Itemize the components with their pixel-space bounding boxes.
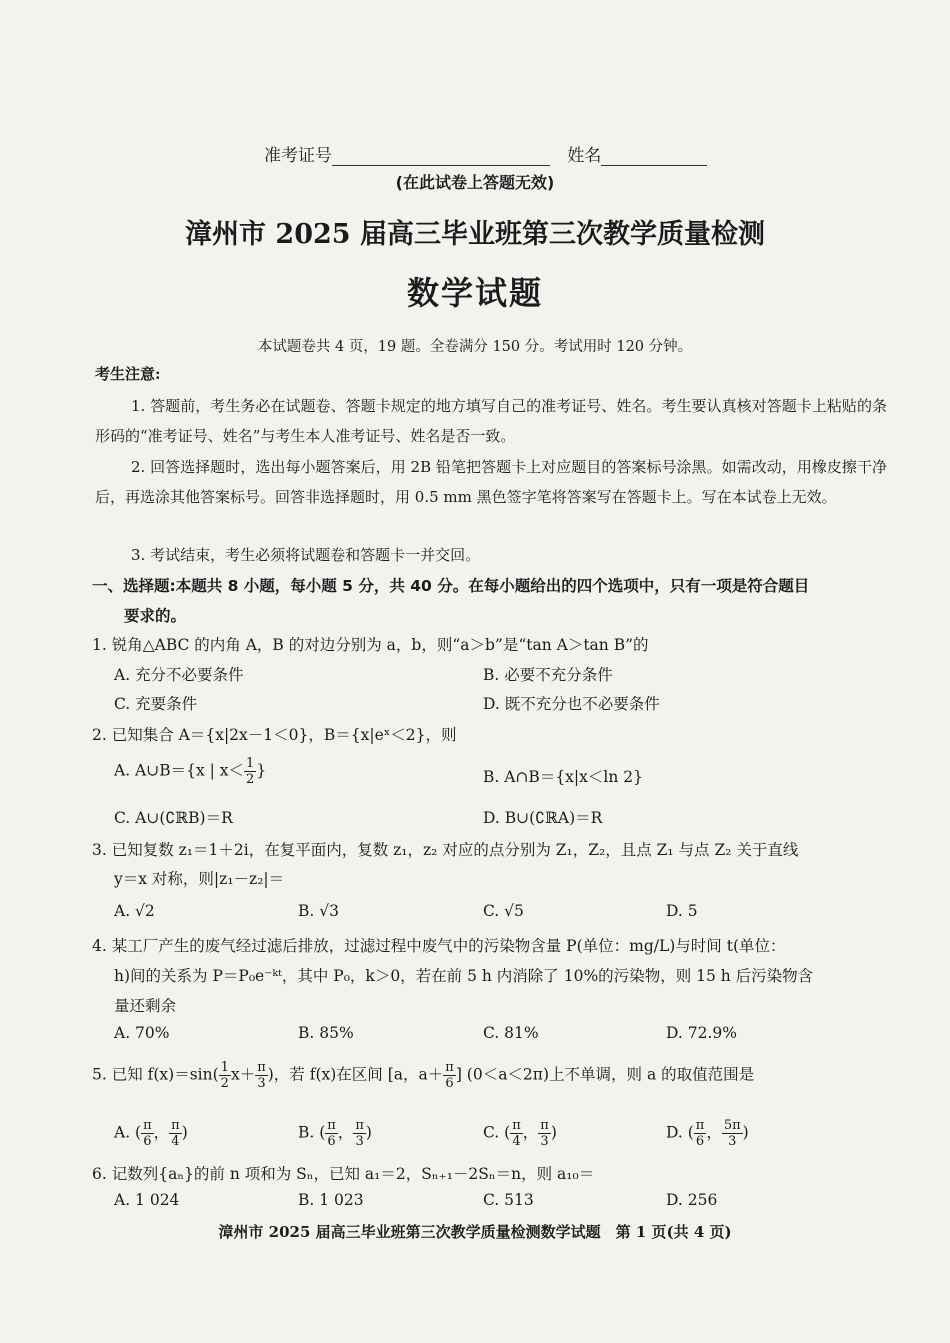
fraction: $\frac{\pi}{6}$: [445, 1060, 454, 1091]
q5-option-a: A. ( $\frac{\pi}{6}$ ， $\frac{\pi}{4}$ ): [114, 1118, 188, 1149]
q2-option-a: A. A∪B＝{x | x＜ $\frac{1}{2}$ }: [114, 756, 267, 787]
page-footer: 漳州市 2025 届高三毕业班第三次教学质量检测数学试题 第 1 页(共 4 页): [218, 1223, 732, 1241]
exam-summary: 本试题卷共 4 页，19 题。全卷满分 150 分。考试用时 120 分钟。: [257, 339, 693, 355]
question-3-line-1: 3. 已知复数 z₁＝1＋2i，在复平面内，复数 z₁，z₂ 对应的点分别为 Z₁，Z₂，且点 Z₁ 与点 Z₂ 关于直线: [92, 841, 799, 859]
q4-option-c: C. 81%: [483, 1024, 539, 1042]
question-4-line-1: 4. 某工厂产生的废气经过滤后排放，过滤过程中废气中的污染物含量 P(单位：mg/L)与时间 t(单位：: [92, 937, 786, 955]
q1-option-a: A. 充分不必要条件: [114, 666, 244, 684]
section-heading: 一、选择题:本题共 8 小题，每小题 5 分，共 40 分。在每小题给出的四个选项中，只有一项是符合题目 要求的。: [92, 577, 810, 625]
q2-option-b: B. A∩B＝{x|x＜ln 2}: [483, 768, 643, 786]
exam-id-blank: [332, 147, 550, 166]
notice-heading: 考生注意:: [95, 365, 161, 383]
q1-option-c: C. 充要条件: [114, 695, 198, 713]
fraction: $\frac{\pi}{3}$: [257, 1060, 266, 1091]
notice-item-3: 3. 考试结束，考生必须将试题卷和答题卡一并交回。: [131, 546, 481, 564]
notice-item-2: 2. 回答选择题时，选出每小题答案后，用 2B 铅笔把答题卡上对应题目的答案标号涂黑。如需改动，用橡皮擦干净后，再选涂其他答案标号。回答非选择题时，用 0.5 mm 黑色签字笔将答案写在答题卡上。写在本试卷上无效。: [95, 458, 887, 506]
exam-title: 漳州市 2025 届高三毕业班第三次教学质量检测: [185, 219, 765, 250]
q5-option-b: B. ( $\frac{\pi}{6}$ ， $\frac{\pi}{3}$ ): [298, 1118, 372, 1149]
exam-id-label: 准考证号: [264, 146, 332, 166]
question-4-line-3: 量还剩余: [114, 997, 177, 1015]
q6-option-b: B. 1 023: [298, 1191, 364, 1209]
subject-title: 数学试题: [406, 274, 543, 312]
q3-option-a: A. √2: [114, 902, 155, 920]
name-blank: [601, 147, 707, 166]
q3-option-c: C. √5: [483, 902, 524, 920]
q6-option-c: C. 513: [483, 1191, 534, 1209]
q3-option-b: B. √3: [298, 902, 339, 920]
question-5-stem: 5. 已知 f(x)＝sin( $\frac{1}{2}$ x＋ $\frac{\pi}{3}$ )，若 f(x)在区间 [a，a＋ $\frac{\pi}{6}$ ] (0＜a＜2π)上不单调，则 a 的取值范围是: [92, 1060, 755, 1091]
q4-option-d: D. 72.9%: [666, 1024, 737, 1042]
name-label: 姓名: [567, 146, 602, 166]
notice-item-1: 1. 答题前，考生务必在试题卷、答题卡规定的地方填写自己的准考证号、姓名。考生要认真核对答题卡上粘贴的条形码的“准考证号、姓名”与考生本人准考证号、姓名是否一致。: [95, 397, 887, 445]
q2-option-d: D. B∪(∁ℝA)＝R: [483, 809, 603, 827]
fraction: $\frac{1}{2}$: [220, 1060, 229, 1091]
question-4-line-2: h)间的关系为 P＝P₀e⁻ᵏᵗ，其中 P₀，k＞0，若在前 5 h 内消除了 10%的污染物，则 15 h 后污染物含: [114, 967, 814, 985]
q1-option-b: B. 必要不充分条件: [483, 666, 613, 684]
invalid-notice: (在此试卷上答题无效): [395, 173, 555, 192]
candidate-info-line: [264, 141, 707, 166]
q4-option-a: A. 70%: [114, 1024, 170, 1042]
q5-option-c: C. ( $\frac{\pi}{4}$ ， $\frac{\pi}{3}$ ): [483, 1118, 557, 1149]
question-1-stem: 1. 锐角△ABC 的内角 A，B 的对边分别为 a，b，则“a＞b”是“tan A＞tan B”的: [92, 636, 649, 654]
q2-option-c: C. A∪(∁ℝB)＝R: [114, 809, 233, 827]
question-2-stem: 2. 已知集合 A＝{x|2x－1＜0}，B＝{x|eˣ＜2}，则: [92, 726, 457, 744]
q5-option-d: D. ( $\frac{\pi}{6}$ ， $\frac{5\pi}{3}$ ): [666, 1118, 749, 1149]
q1-option-d: D. 既不充分也不必要条件: [483, 695, 660, 713]
q3-option-d: D. 5: [666, 902, 698, 920]
fraction: $\frac{1}{2}$: [246, 756, 255, 787]
q4-option-b: B. 85%: [298, 1024, 354, 1042]
q6-option-d: D. 256: [666, 1191, 718, 1209]
question-3-line-2: y＝x 对称，则|z₁－z₂|＝: [114, 870, 285, 888]
q6-option-a: A. 1 024: [114, 1191, 180, 1209]
question-6-stem: 6. 记数列{aₙ}的前 n 项和为 Sₙ，已知 a₁＝2，Sₙ₊₁－2Sₙ＝n，则 a₁₀＝: [92, 1165, 595, 1183]
